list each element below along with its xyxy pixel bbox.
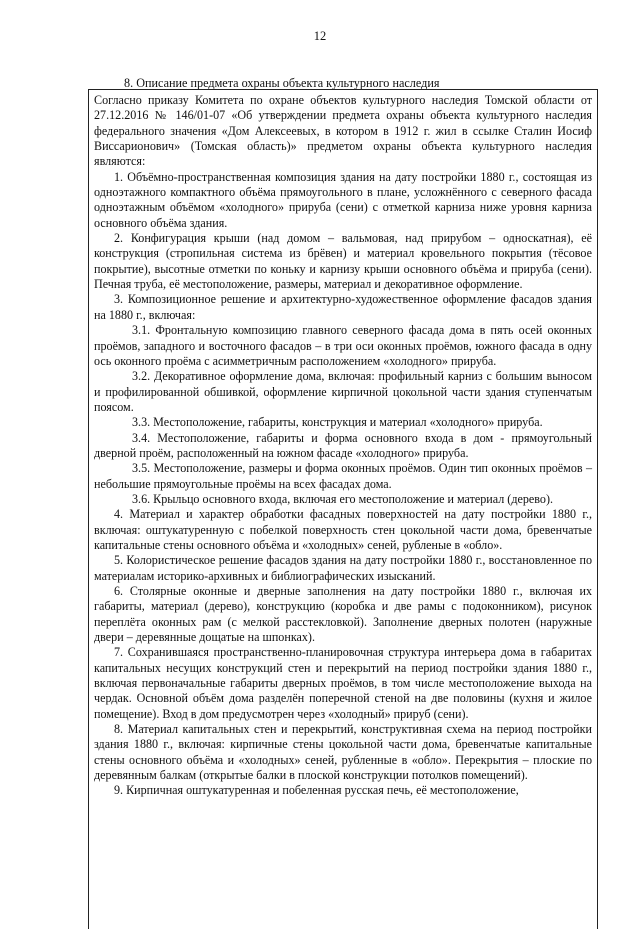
- item-9-paragraph: 9. Кирпичная оштукатуренная и побеленная русская печь, её местоположение,: [114, 783, 519, 798]
- item-3-2-paragraph: 3.2. Декоративное оформление дома, включая: профильный карниз с большим выносом и профилированной обшивкой, оформление кирпичной цокольной части здания ступенчатым поясом.: [94, 369, 592, 414]
- item-3-5-paragraph: 3.5. Местоположение, размеры и форма оконных проёмов. Один тип оконных проёмов – небольшие прямоугольные проёмы на всех фасадах дома.: [94, 461, 592, 491]
- item-3-paragraph: 3. Композиционное решение и архитектурно-художественное оформление фасадов здания на 1880 г., включая:: [94, 292, 592, 322]
- section-heading: 8. Описание предмета охраны объекта культурного наследия: [124, 76, 440, 90]
- page-number: 12: [313, 29, 327, 43]
- item-5-paragraph: 5. Колористическое решение фасадов здания на дату постройки 1880 г., восстановленное по материалам историко-архивных и библиографических изысканий.: [94, 553, 592, 583]
- item-8-paragraph: 8. Материал капитальных стен и перекрытий, конструктивная схема на период постройки здания 1880 г., включая: кирпичные стены цокольной части дома, бревенчатые капитальные стены основного объёма и «холодных» сеней, рубленные в «обло». Перекрытия – плоские по деревянным балкам (открытые балки в плоской конструкции потолков помещений).: [94, 722, 592, 783]
- item-2-paragraph: 2. Конфигурация крыши (над домом – вальмовая, над прирубом – односкатная), её конструкция (стропильная система из брёвен) и материал кровельного покрытия (тёсовое покрытие), высотные отметки по коньку и карнизу крыши основного объёма и прируба (сени). Печная труба, её местоположение, размеры, материал и декоративное оформление.: [94, 231, 592, 292]
- item-1-paragraph: 1. Объёмно-пространственная композиция здания на дату постройки 1880 г., состоящая из одноэтажного компактного объёма прямоугольного в плане, усложнённого с северного фасада одноэтажным объёмом «холодного» прируба (сени) с отметкой карниза ниже уровня карниза основного объёма здания.: [94, 169, 592, 230]
- item-3-4-paragraph: 3.4. Местоположение, габариты и форма основного входа в дом - прямоугольный дверной проём, расположенный на южном фасаде «холодного» прируба.: [94, 430, 592, 460]
- item-7-paragraph: 7. Сохранившаяся пространственно-планировочная структура интерьера дома в габаритах капитальных несущих конструкций стен и перекрытий на период постройки здания 1880 г., включая первоначальные габариты дверных проёмов, в том числе местоположение выхода на чердак. Основной объём дома разделён поперечной стеной на две половины (кухня и жилое помещение). Вход в дом предусмотрен через «холодный» прируб (сени).: [94, 645, 592, 721]
- item-3-1-paragraph: 3.1. Фронтальную композицию главного северного фасада дома в пять осей оконных проёмов, западного и восточного фасадов – в три оси оконных проёмов, южного фасада в одну ось оконного проёма с асимметричным расположением «холодного» прируба.: [94, 323, 592, 368]
- intro-paragraph: Согласно приказу Комитета по охране объектов культурного наследия Томской области от 27.12.2016 № 146/01-07 «Об утверждении предмета охраны объекта культурного наследия федерального значения «Дом Алексеевых, в котором в 1912 г. жил в ссылке Сталин Иосиф Виссарионович» (Томская область)» предметом охраны объекта культурного наследия являются:: [94, 93, 592, 169]
- text-frame: [88, 89, 598, 929]
- item-6-paragraph: 6. Столярные оконные и дверные заполнения на дату постройки 1880 г., включая их габариты, материал (дерево), конструкцию (коробка и две рамы с подоконником), рисунок переплёта оконных рам (с мелкой расстекловкой). Заполнение дверных полотен (наружные двери – деревянные дощатые на шпонках).: [94, 584, 592, 645]
- item-4-paragraph: 4. Материал и характер обработки фасадных поверхностей на дату постройки 1880 г., включая: оштукатуренную с побелкой поверхность стен цокольной части дома, бревенчатые капитальные стены основного объёма и «холодных» сеней, рубленые в «обло».: [94, 507, 592, 552]
- item-3-3-paragraph: 3.3. Местоположение, габариты, конструкция и материал «холодного» прируба.: [132, 415, 543, 430]
- item-3-6-paragraph: 3.6. Крыльцо основного входа, включая его местоположение и материал (дерево).: [132, 491, 553, 506]
